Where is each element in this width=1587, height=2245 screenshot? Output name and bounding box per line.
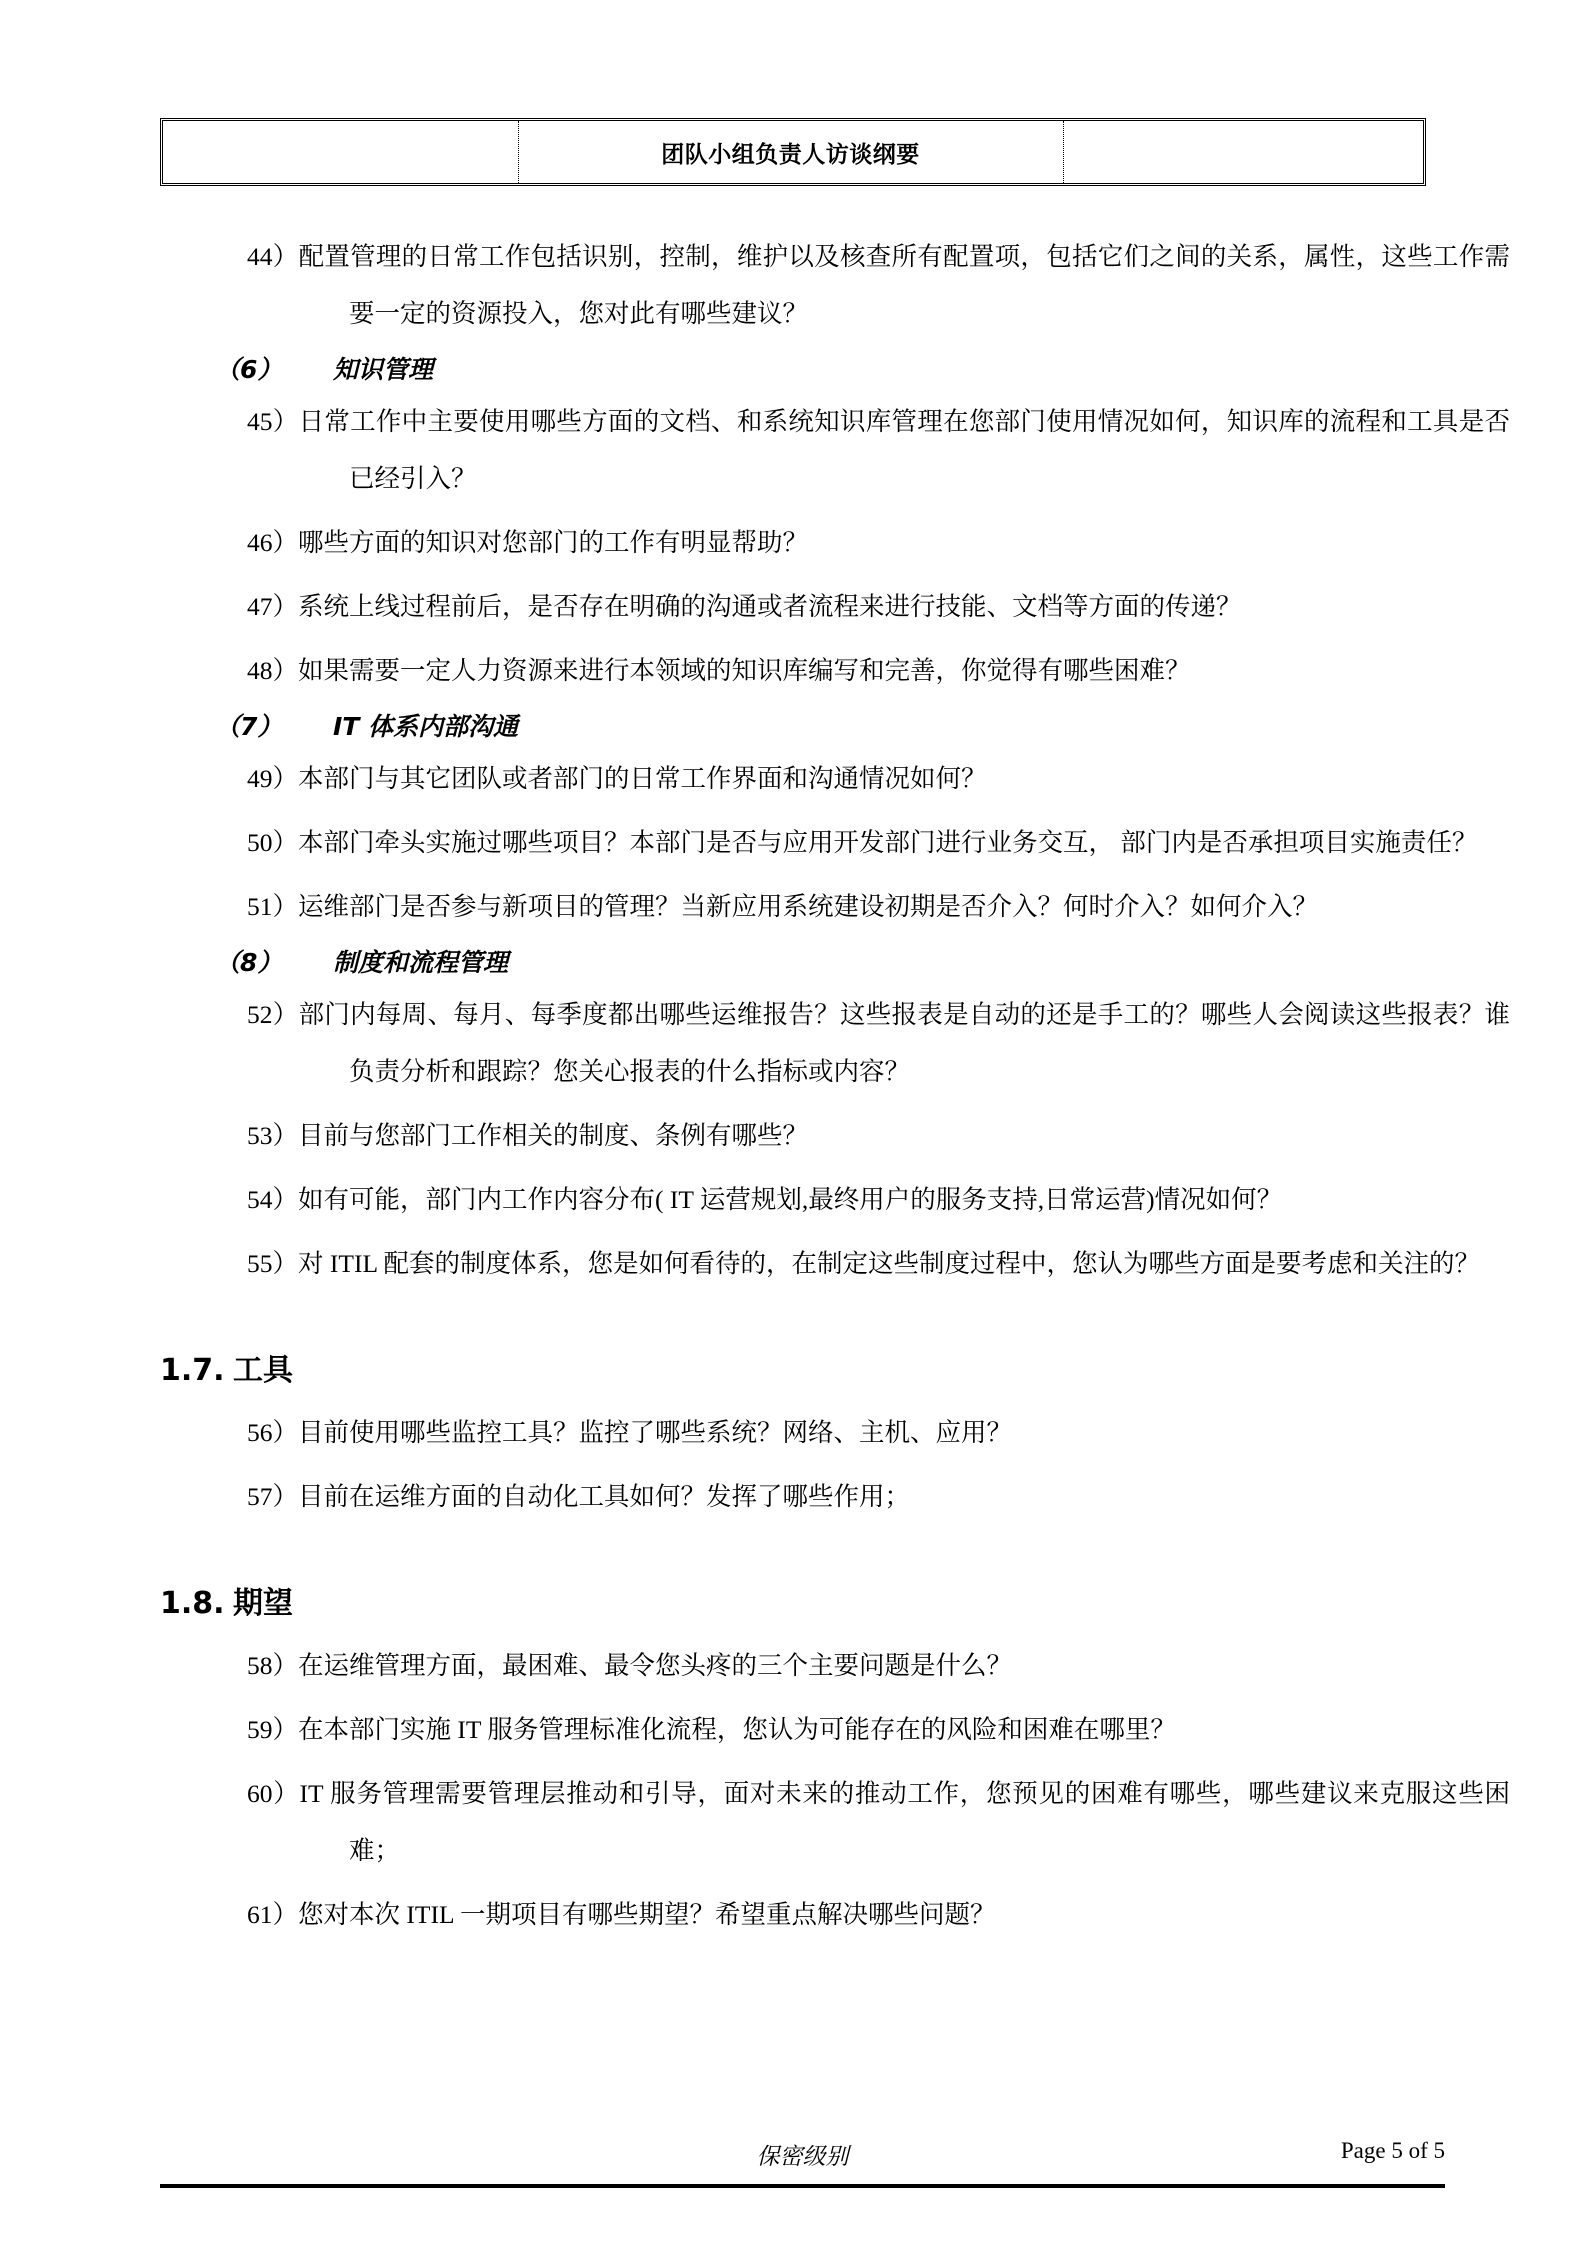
question-text-54: 如有可能，部门内工作内容分布( IT 运营规划,最终用户的服务支持,日常运营)情况如何？ [298,1185,1283,1214]
question-text-58: 在运维管理方面，最困难、最令您头疼的三个主要问题是什么？ [298,1651,1013,1680]
question-number-51: 51） [247,892,299,921]
question-number-56: 56） [247,1418,299,1447]
question-text-49: 本部门与其它团队或者部门的日常工作界面和沟通情况如何？ [298,764,987,793]
question-item-55 [0,1235,1587,1292]
section-title-1-7: 工具 [233,1353,293,1388]
section-number-1-7: 1.7. [160,1353,225,1388]
question-number-58: 58） [247,1651,299,1680]
question-text-53: 目前与您部门工作相关的制度、条例有哪些？ [298,1121,809,1150]
subsection-marker-8: （8） [215,948,283,977]
footer-content-row [160,2138,1445,2178]
document-body [0,228,1587,1950]
question-item-48 [0,642,1587,699]
section-heading-1-8 [0,1581,1587,1627]
question-number-60: 60） [247,1779,300,1808]
question-text-45: 日常工作中主要使用哪些方面的文档、和系统知识库管理在您部门使用情况如何，知识库的流程和工具是否已经引入？ [298,407,1510,493]
question-text-47: 系统上线过程前后，是否存在明确的沟通或者流程来进行技能、文档等方面的传递？ [298,592,1242,621]
question-item-44 [0,228,1587,342]
header-table-row [163,121,1429,183]
subsection-heading-7 [0,706,1587,748]
question-text-48: 如果需要一定人力资源来进行本领域的知识库编写和完善，你觉得有哪些困难？ [298,656,1191,685]
question-item-50 [0,814,1587,871]
subsection-heading-6 [0,349,1587,391]
footer-page-number: Page 5 of 5 [1340,2138,1445,2163]
question-number-45: 45） [247,407,299,436]
question-text-57: 目前在运维方面的自动化工具如何？发挥了哪些作用； [298,1482,911,1511]
question-number-44: 44） [247,242,299,271]
question-number-61: 61） [247,1900,299,1929]
question-text-60: IT 服务管理需要管理层推动和引导，面对未来的推动工作，您预见的困难有哪些，哪些建议来克服这些困难； [299,1779,1510,1865]
page-footer [160,2138,1445,2188]
document-title: 团队小组负责人访谈纲要 [661,141,920,168]
question-text-61: 您对本次 ITIL 一期项目有哪些期望？希望重点解决哪些问题？ [298,1900,996,1929]
question-number-49: 49） [247,764,299,793]
section-number-1-8: 1.8. [160,1586,225,1621]
question-text-52: 部门内每周、每月、每季度都出哪些运维报告？这些报表是自动的还是手工的？哪些人会阅读这些报表？谁负责分析和跟踪？您关心报表的什么指标或内容？ [298,1000,1510,1086]
subsection-title-6: 知识管理 [333,355,434,384]
page-header [160,118,1426,186]
question-number-46: 46） [247,528,299,557]
question-number-52: 52） [247,1000,299,1029]
question-text-51: 运维部门是否参与新项目的管理？当新应用系统建设初期是否介入？何时介入？如何介入？ [298,892,1319,921]
question-text-56: 目前使用哪些监控工具？监控了哪些系统？网络、主机、应用？ [298,1418,1013,1447]
question-item-59 [0,1701,1587,1758]
question-number-53: 53） [247,1121,299,1150]
question-item-57 [0,1468,1587,1525]
question-number-59: 59） [247,1715,299,1744]
question-text-59: 在本部门实施 IT 服务管理标准化流程，您认为可能存在的风险和困难在哪里？ [298,1715,1176,1744]
question-item-58 [0,1637,1587,1694]
question-item-56 [0,1404,1587,1461]
header-cell-left [163,121,518,183]
question-number-50: 50） [247,828,299,857]
header-cell-right [1063,121,1429,183]
question-number-47: 47） [247,592,299,621]
question-item-46 [0,514,1587,571]
section-title-1-8: 期望 [233,1586,293,1621]
question-item-52 [0,986,1587,1100]
question-item-60 [0,1765,1587,1879]
question-text-44: 配置管理的日常工作包括识别，控制，维护以及核查所有配置项，包括它们之间的关系，属性，这些工作需要一定的资源投入，您对此有哪些建议？ [298,242,1510,328]
header-table [163,121,1429,183]
question-text-50: 本部门牵头实施过哪些项目？本部门是否与应用开发部门进行业务交互， 部门内是否承担项目实施责任？ [298,828,1478,857]
subsection-heading-8 [0,942,1587,984]
question-number-57: 57） [247,1482,299,1511]
question-item-51 [0,878,1587,935]
question-number-48: 48） [247,656,299,685]
header-table-border [160,118,1426,186]
question-item-61 [0,1886,1587,1943]
question-number-54: 54） [247,1185,299,1214]
footer-divider-rule [160,2184,1445,2188]
question-item-54 [0,1171,1587,1228]
subsection-marker-6: （6） [215,355,283,384]
subsection-title-7: IT 体系内部沟通 [333,712,519,741]
section-heading-1-7 [0,1348,1587,1394]
question-text-46: 哪些方面的知识对您部门的工作有明显帮助？ [298,528,809,557]
question-item-49 [0,750,1587,807]
question-item-45 [0,393,1587,507]
footer-classification: 保密级别 [756,2144,849,2169]
subsection-title-8: 制度和流程管理 [333,948,509,977]
question-text-55: 对 ITIL 配套的制度体系，您是如何看待的，在制定这些制度过程中，您认为哪些方面是要考虑和关注的？ [298,1249,1480,1278]
subsection-marker-7: （7） [215,712,283,741]
question-number-55: 55） [247,1249,299,1278]
question-item-47 [0,578,1587,635]
question-item-53 [0,1107,1587,1164]
header-cell-title [518,121,1063,183]
